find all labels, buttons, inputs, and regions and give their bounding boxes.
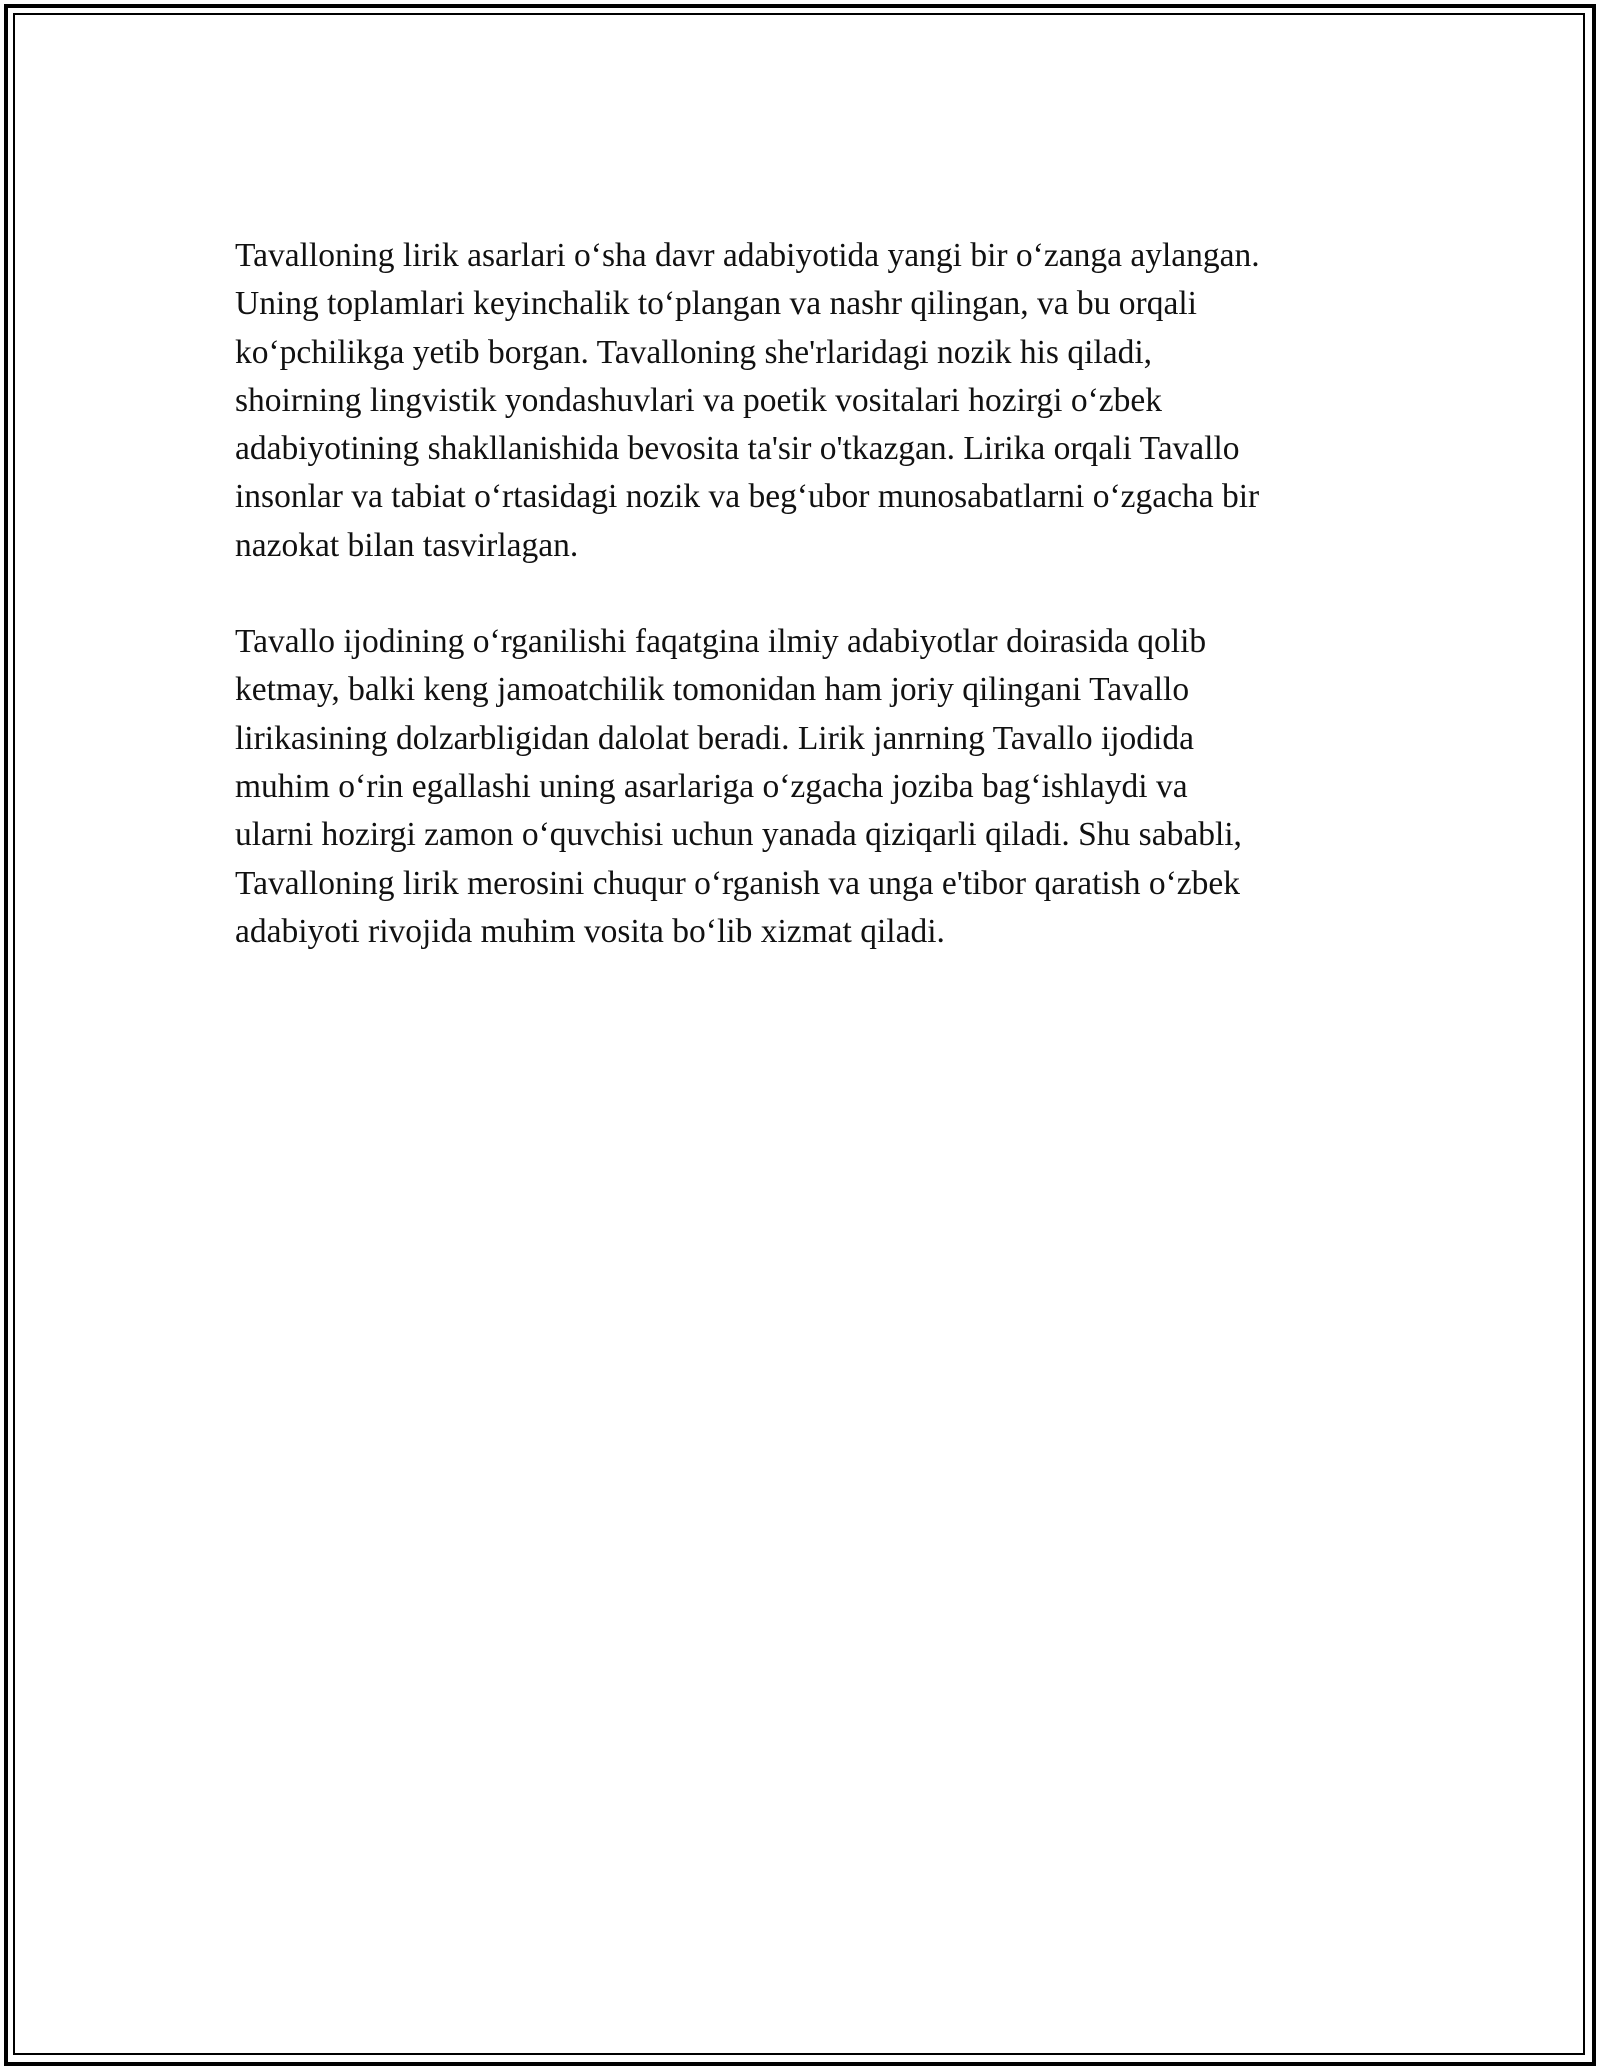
text-line: Tavallo ijodining o‘rganilishi faqatgina ilmiy adabiyotlar doirasida qolib: [235, 623, 1207, 661]
document-body: [235, 232, 1385, 1004]
text-line: ko‘pchilikga yetib borgan. Tavalloning she'rlaridagi nozik his qiladi,: [235, 333, 1152, 371]
text-line: adabiyoti rivojida muhim vosita bo‘lib xizmat qiladi.: [235, 912, 945, 950]
text-line: Uning toplamlari keyinchalik to‘plangan va nashr qilingan, va bu orqali: [235, 285, 1197, 323]
text-line: muhim o‘rin egallashi uning asarlariga o‘zgacha joziba bag‘ishlaydi va: [235, 767, 1188, 805]
paragraph-2: [235, 618, 1385, 956]
text-line: shoirning lingvistik yondashuvlari va poetik vositalari hozirgi o‘zbek: [235, 381, 1162, 419]
text-line: nazokat bilan tasvirlagan.: [235, 526, 579, 564]
text-line: ularni hozirgi zamon o‘quvchisi uchun yanada qiziqarli qiladi. Shu sababli,: [235, 816, 1242, 854]
text-line: Tavalloning lirik merosini chuqur o‘rganish va unga e'tibor qaratish o‘zbek: [235, 864, 1241, 902]
text-line: insonlar va tabiat o‘rtasidagi nozik va beg‘ubor munosabatlarni o‘zgacha bir: [235, 478, 1260, 516]
text-line: adabiyotining shakllanishida bevosita ta'sir o'tkazgan. Lirika orqali Tavallo: [235, 430, 1240, 468]
text-line: Tavalloning lirik asarlari o‘sha davr adabiyotida yangi bir o‘zanga aylangan.: [235, 237, 1260, 274]
text-line: ketmay, balki keng jamoatchilik tomonidan ham joriy qilingani Tavallo: [235, 671, 1190, 709]
text-line: lirikasining dolzarbligidan dalolat beradi. Lirik janrning Tavallo ijodida: [235, 719, 1194, 757]
paragraph-1: [235, 232, 1385, 570]
